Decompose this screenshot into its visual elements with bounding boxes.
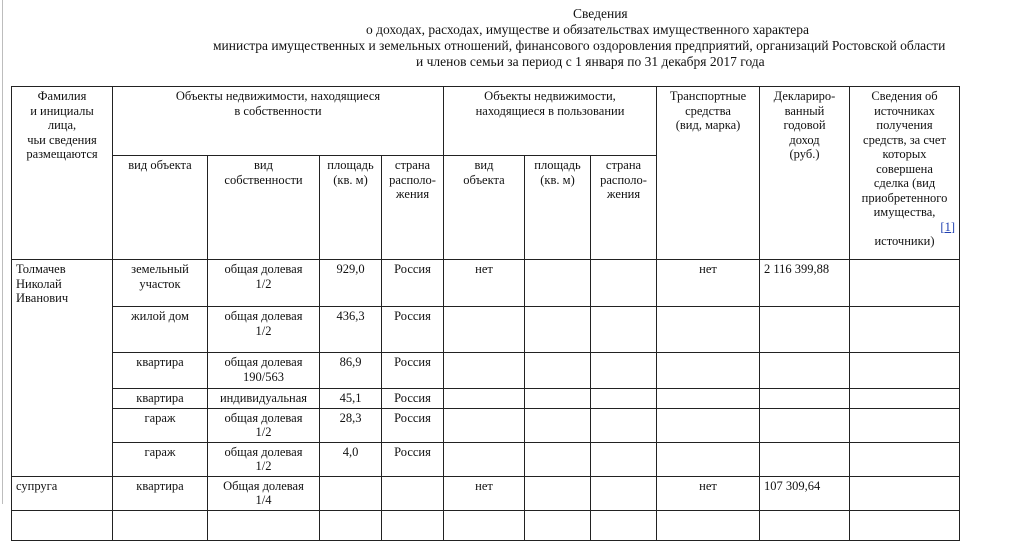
- sources: [850, 260, 960, 307]
- income: 107 309,64: [760, 476, 850, 510]
- used-area: [525, 260, 591, 307]
- object-type: квартира: [113, 389, 208, 409]
- country: Россия: [382, 307, 444, 353]
- heading-title: Сведения: [573, 6, 628, 21]
- header-owned-area: площадь (кв. м): [320, 156, 382, 260]
- table-row: [12, 408, 960, 442]
- ownership-type: общая долевая 190/563: [208, 353, 320, 389]
- country: Россия: [382, 353, 444, 389]
- object-type: гараж: [113, 408, 208, 442]
- header-used-group: Объекты недвижимости, находящиеся в пользовании: [444, 87, 657, 156]
- area: 4,0: [320, 442, 382, 476]
- ownership-type: общая долевая 1/2: [208, 442, 320, 476]
- header-used-area: площадь (кв. м): [525, 156, 591, 260]
- country: Россия: [382, 389, 444, 409]
- header-owned-group: Объекты недвижимости, находящиеся в собственности: [113, 87, 444, 156]
- object-type: земельный участок: [113, 260, 208, 307]
- table-row: [12, 389, 960, 409]
- object-type: квартира: [113, 476, 208, 510]
- country: Россия: [382, 442, 444, 476]
- object-type: жилой дом: [113, 307, 208, 353]
- footnote-link[interactable]: [1]: [940, 219, 955, 234]
- table-row: [12, 476, 960, 510]
- transport: нет: [657, 476, 760, 510]
- used-object-type: нет: [444, 476, 525, 510]
- table-row: [12, 260, 960, 307]
- ownership-type: индивидуальная: [208, 389, 320, 409]
- area: [320, 476, 382, 510]
- heading-subtitle: о доходах, расходах, имуществе и обязательствах имущественного характера: [366, 22, 809, 37]
- transport: нет: [657, 260, 760, 307]
- ownership-type: общая долевая 1/2: [208, 307, 320, 353]
- used-country: [591, 260, 657, 307]
- header-transport: Транспортные средства (вид, марка): [657, 87, 760, 260]
- area: 28,3: [320, 408, 382, 442]
- table-row: [12, 307, 960, 353]
- sources: [850, 476, 960, 510]
- country: Россия: [382, 408, 444, 442]
- heading-official: министра имущественных и земельных отношений, финансового оздоровления предприятий, организаций Ростовской области: [213, 38, 946, 53]
- person-name: супруга: [12, 476, 113, 510]
- header-row-1: [12, 87, 960, 156]
- ownership-type: общая долевая 1/2: [208, 408, 320, 442]
- left-page-border: [2, 0, 3, 504]
- income: 2 116 399,88: [760, 260, 850, 307]
- table-row: [12, 353, 960, 389]
- person-name: Толмачев Николай Иванович: [12, 260, 113, 477]
- header-income: Деклариро- ванный годовой доход (руб.): [760, 87, 850, 260]
- header-used-type: вид объекта: [444, 156, 525, 260]
- object-type: квартира: [113, 353, 208, 389]
- heading-period: и членов семьи за период с 1 января по 31 декабря 2017 года: [416, 54, 765, 69]
- area: 436,3: [320, 307, 382, 353]
- table-row: [12, 442, 960, 476]
- header-owned-type: вид объекта: [113, 156, 208, 260]
- area: 45,1: [320, 389, 382, 409]
- declaration-table: [11, 86, 960, 541]
- country: Россия: [382, 260, 444, 307]
- header-owned-country: страна располо- жения: [382, 156, 444, 260]
- header-owned-ownership: вид собственности: [208, 156, 320, 260]
- area: 929,0: [320, 260, 382, 307]
- header-used-country: страна располо- жения: [591, 156, 657, 260]
- header-person: Фамилия и инициалы лица, чьи сведения размещаются: [12, 87, 113, 260]
- used-object-type: нет: [444, 260, 525, 307]
- area: 86,9: [320, 353, 382, 389]
- country: [382, 476, 444, 510]
- table-row: [12, 510, 960, 540]
- header-sources: Сведения об источниках получения средств, за счет которых совершена сделка (вид приобретенного имущества, [1] источники): [850, 87, 960, 260]
- ownership-type: Общая долевая 1/4: [208, 476, 320, 510]
- ownership-type: общая долевая 1/2: [208, 260, 320, 307]
- object-type: гараж: [113, 442, 208, 476]
